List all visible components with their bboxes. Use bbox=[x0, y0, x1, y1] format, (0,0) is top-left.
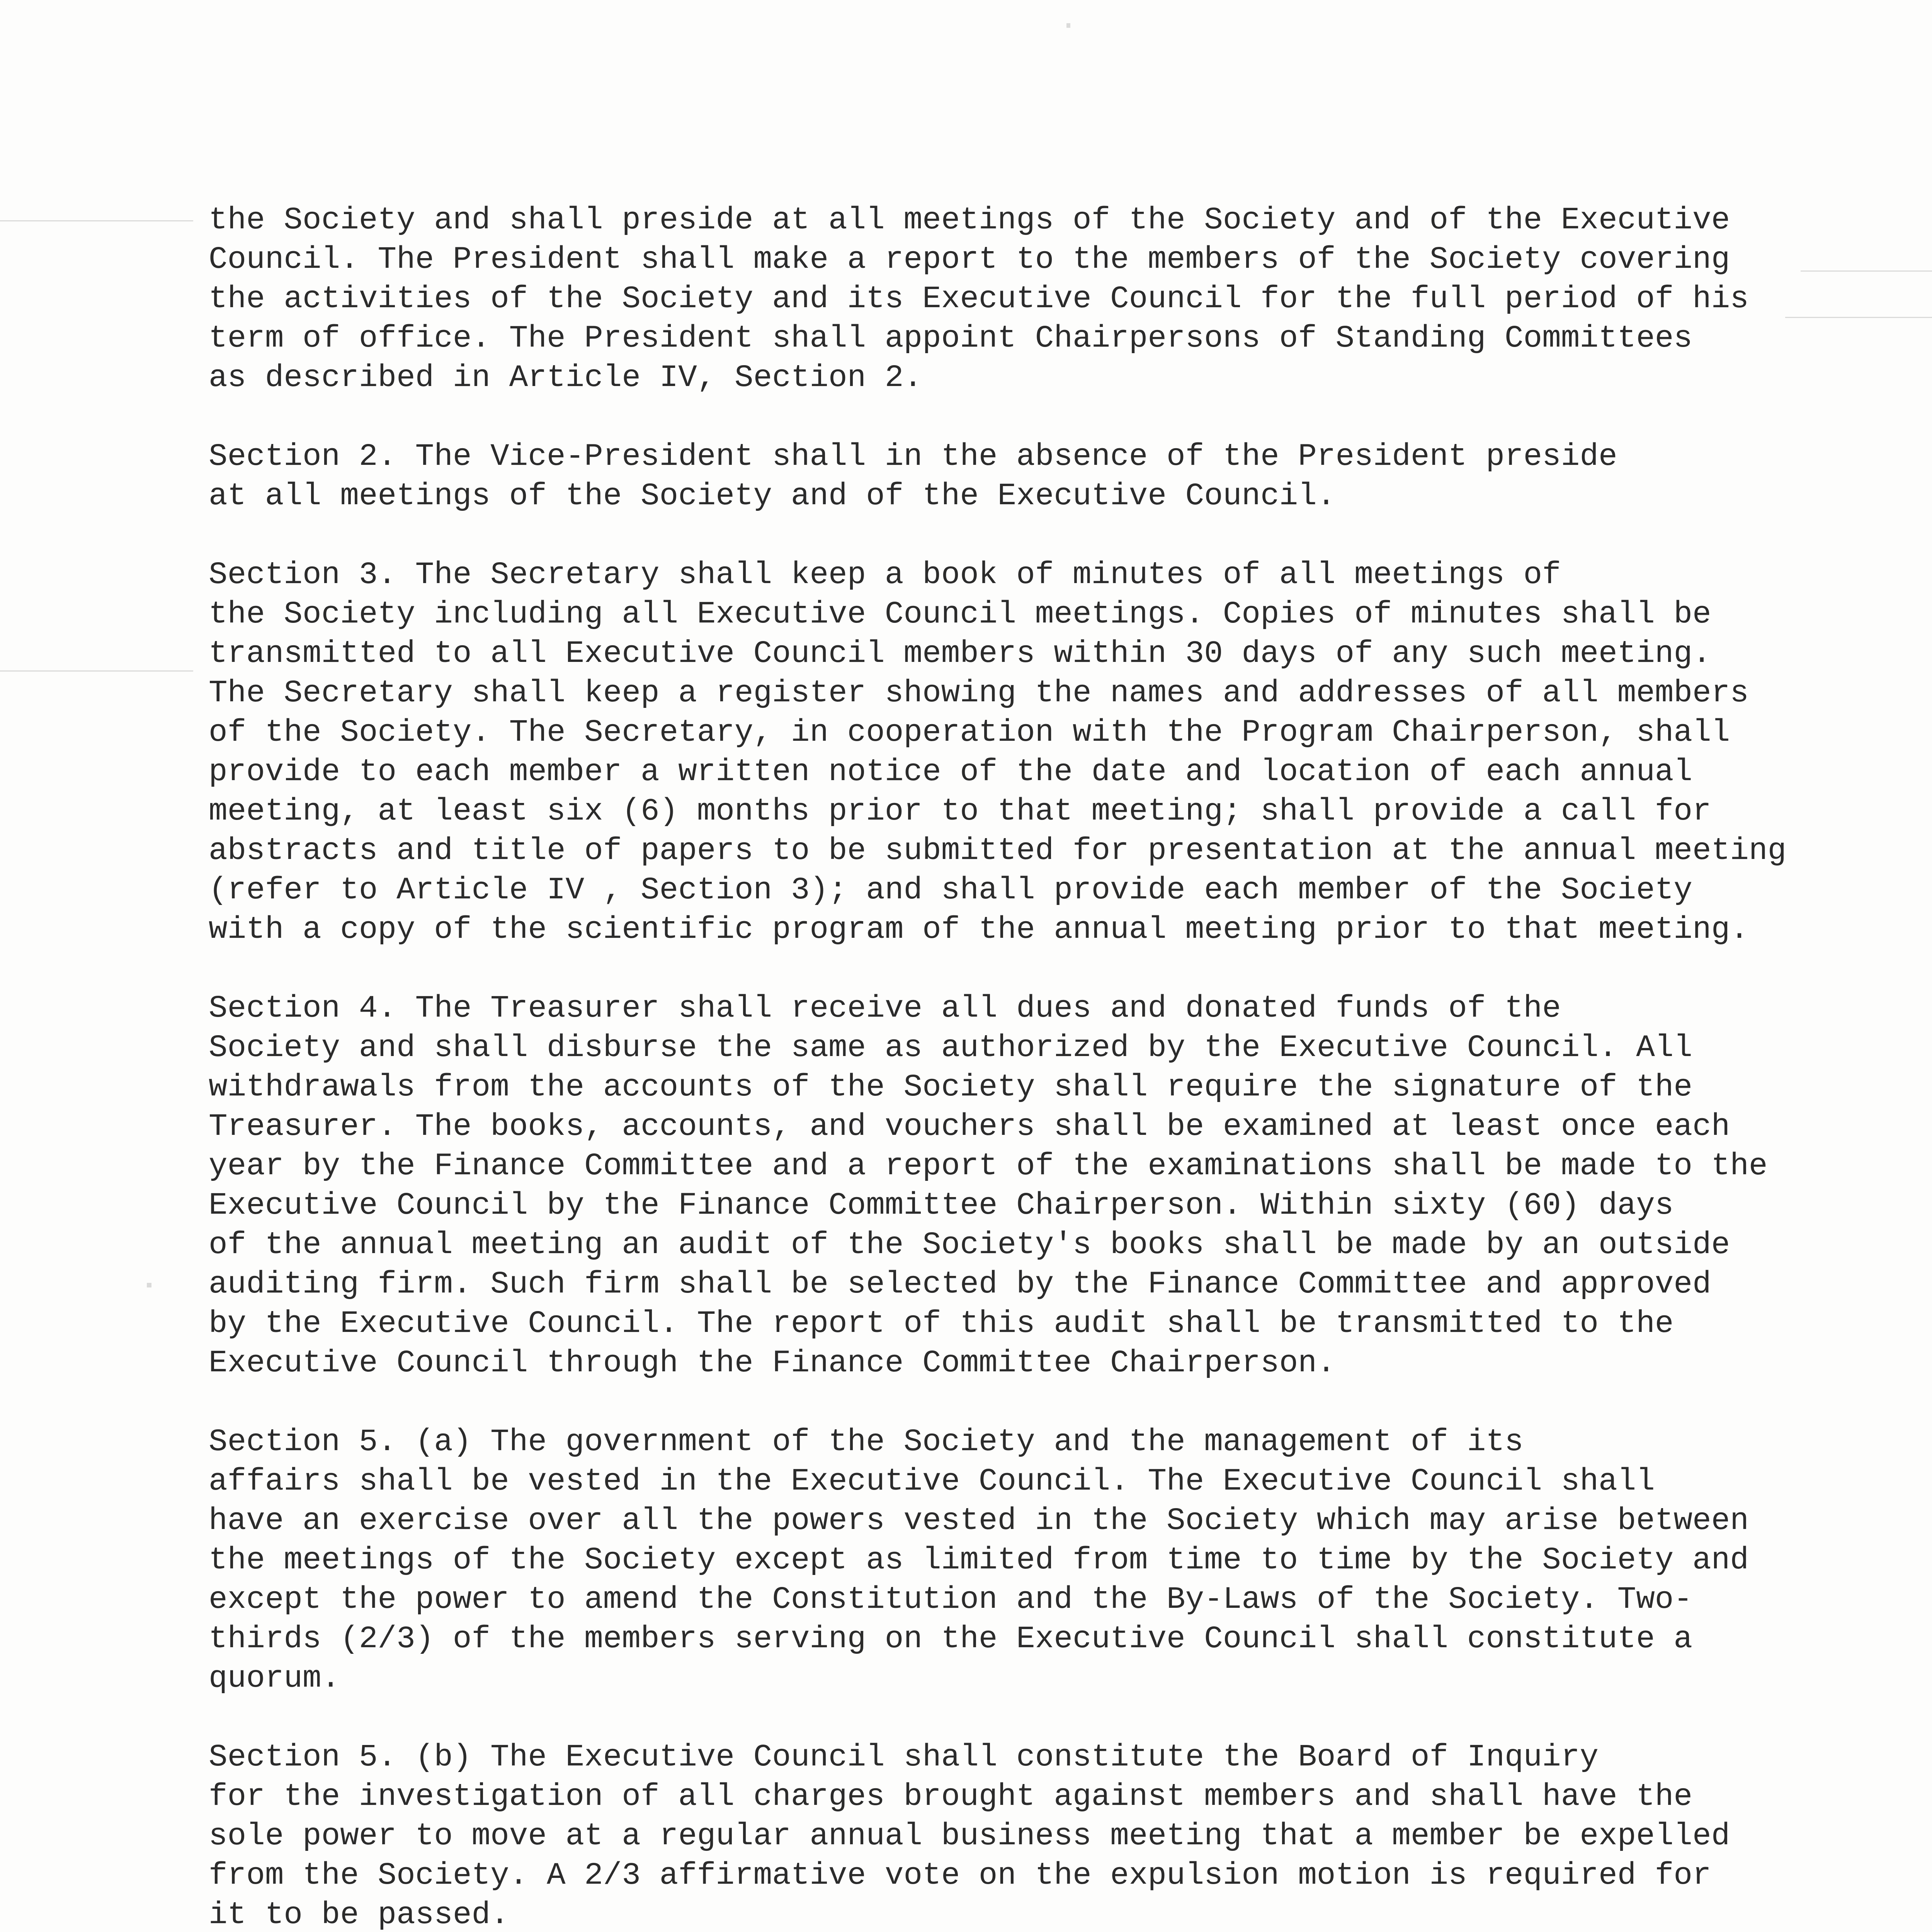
paragraph-section-2: Section 2. The Vice-President shall in the absence of the President preside at all meetings of the Society and of the Executive Council. bbox=[209, 439, 1617, 514]
scan-dot-top bbox=[1066, 23, 1070, 28]
paragraph-section-5b: Section 5. (b) The Executive Council shall constitute the Board of Inquiry for the investigation of all charges brought against members and shall have the sole power to move at a regular annual business meeting that a member be expelled from the Society. A 2/3 affirmative vote on the expulsion motion is required for it to be passed. bbox=[209, 1740, 1730, 1932]
scan-streak-left-1 bbox=[0, 220, 193, 221]
paragraph-section-1-continued: the Society and shall preside at all meetings of the Society and of the Executive Council. The President shall make a report to the members of the Society covering the activities of the Society and its Executive Council for the full period of his term of office. The President shall appoint Chairpersons of Standing Committees as described in Article IV, Section 2. bbox=[209, 203, 1749, 396]
body-text bbox=[209, 201, 1870, 1932]
paragraph-section-3: Section 3. The Secretary shall keep a book of minutes of all meetings of the Society including all Executive Council meetings. Copies of minutes shall be transmitted to all Executive Council members within 30 days of any such meeting. The Secretary shall keep a register showing the names and addresses of all members of the Society. The Secretary, in cooperation with the Program Chairperson, shall provide to each member a written notice of the date and location of each annual meeting, at least six (6) months prior to that meeting; shall provide a call for abstracts and title of papers to be submitted for presentation at the annual meeting (refer to Article IV , Section 3); and shall provide each member of the Society with a copy of the scientific program of the annual meeting prior to that meeting. bbox=[209, 558, 1787, 947]
scan-streak-left-2 bbox=[0, 670, 193, 672]
paragraph-section-5a: Section 5. (a) The government of the Society and the management of its affairs shall be vested in the Executive Council. The Executive Council shall have an exercise over all the powers vested in the Society which may arise between the meetings of the Society except as limited from time to time by the Society and except the power to amend the Constitution and the By-Laws of the Society. Two- thirds (2/3) of the members serving on the Executive Council shall constitute a quorum. bbox=[209, 1425, 1749, 1696]
paragraph-section-4: Section 4. The Treasurer shall receive all dues and donated funds of the Society and shall disburse the same as authorized by the Executive Council. All withdrawals from the accounts of the Society shall require the signature of the Treasurer. The books, accounts, and vouchers shall be examined at least once each year by the Finance Committee and a report of the examinations shall be made to the Executive Council by the Finance Committee Chairperson. Within sixty (60) days of the annual meeting an audit of the Society's books shall be made by an outside auditing firm. Such firm shall be selected by the Finance Committee and approved by the Executive Council. The report of this audit shall be transmitted to the Executive Council through the Finance Committee Chairperson. bbox=[209, 991, 1768, 1381]
scan-dot-left bbox=[147, 1283, 151, 1287]
